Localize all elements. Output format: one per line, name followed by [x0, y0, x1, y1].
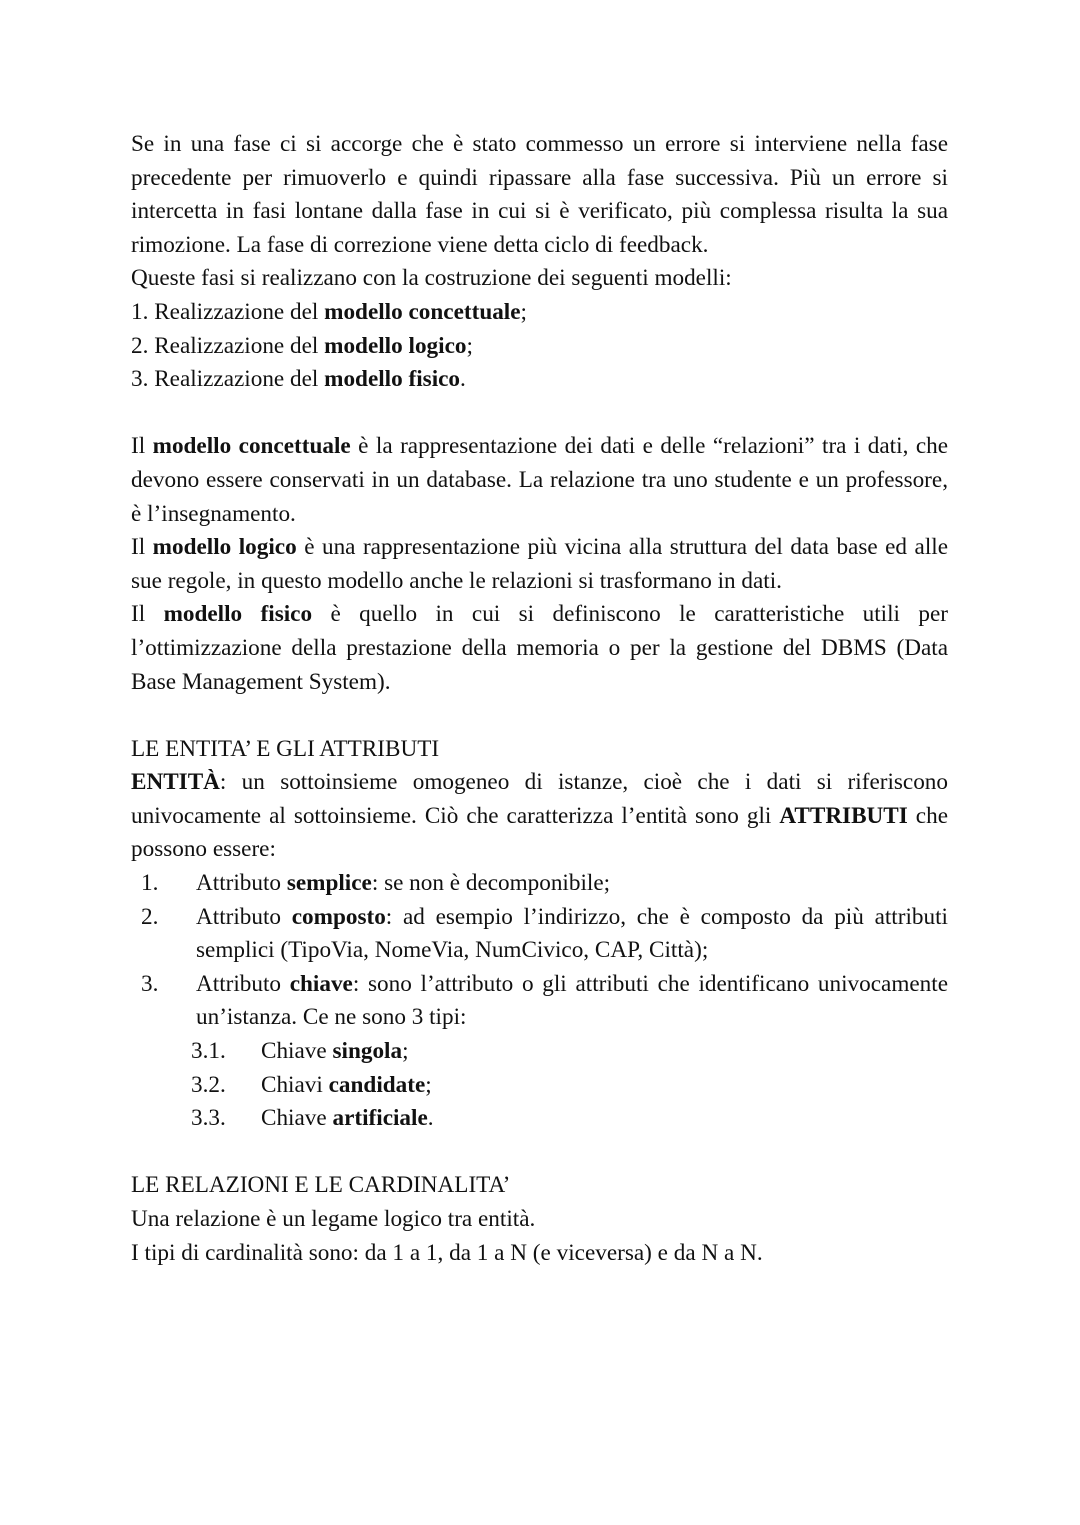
definition-fisico: Il modello fisico è quello in cui si definiscono le caratteristiche utili per l’ottimizzazione della prestazione della memoria o per la gestione del DBMS (Data Base Management System).: [131, 601, 948, 695]
attribute-list-item: 1. Attributo semplice: se non è decomponibile;: [141, 870, 611, 897]
spacer: [131, 699, 948, 733]
section-heading-relations: LE RELAZIONI E LE CARDINALITA’: [131, 1172, 511, 1199]
model-list-item: 3. Realizzazione del modello fisico.: [131, 366, 466, 393]
key-type-list-item: 3.1. Chiave singola;: [191, 1038, 409, 1065]
spacer: [131, 397, 948, 431]
document-page: [131, 128, 948, 1270]
key-type-list-item: 3.3. Chiave artificiale.: [191, 1105, 434, 1132]
section-heading-entities: LE ENTITA’ E GLI ATTRIBUTI: [131, 735, 440, 762]
spacer: [131, 1136, 948, 1170]
attribute-list-item: 3. Attributo chiave: sono l’attributo o gli attributi che identificano univocamente un’istanza. Ce ne sono 3 tipi:: [141, 970, 948, 1031]
key-type-list-item: 3.2. Chiavi candidate;: [191, 1071, 432, 1098]
relation-definition: Una relazione è un legame logico tra entità.: [131, 1206, 536, 1232]
model-list-item: 2. Realizzazione del modello logico;: [131, 332, 473, 359]
definition-concettuale: Il modello concettuale è la rappresentazione dei dati e delle “relazioni” tra i dati, che devono essere conservati in un database. La relazione tra uno studente e un professore, è l’insegnamento.: [131, 433, 948, 527]
model-list-item: 1. Realizzazione del modello concettuale;: [131, 298, 527, 325]
intro-paragraph: Se in una fase ci si accorge che è stato commesso un errore si interviene nella fase precedente per rimuoverlo e quindi ripassare alla fase successiva. Più un errore si intercetta in fasi lontane dalla fase in cui si è verificato, più complessa risulta la sua rimozione. La fase di correzione viene detta ciclo di feedback.: [131, 131, 948, 258]
definition-logico: Il modello logico è una rappresentazione più vicina alla struttura del data base ed alle sue regole, in questo modello anche le relazioni si trasformano in dati.: [131, 534, 948, 594]
cardinality-types: I tipi di cardinalità sono: da 1 a 1, da 1 a N (e viceversa) e da N a N.: [131, 1239, 763, 1266]
intro-lead: Queste fasi si realizzano con la costruzione dei seguenti modelli:: [131, 265, 732, 292]
entity-definition: ENTITÀ: un sottoinsieme omogeneo di istanze, cioè che i dati si riferiscono univocamente al sottoinsieme. Ciò che caratterizza l’entità sono gli ATTRIBUTI che possono essere:: [131, 769, 948, 863]
attribute-list-item: 2. Attributo composto: ad esempio l’indirizzo, che è composto da più attributi semplici (TipoVia, NomeVia, NumCivico, CAP, Città);: [141, 903, 948, 964]
